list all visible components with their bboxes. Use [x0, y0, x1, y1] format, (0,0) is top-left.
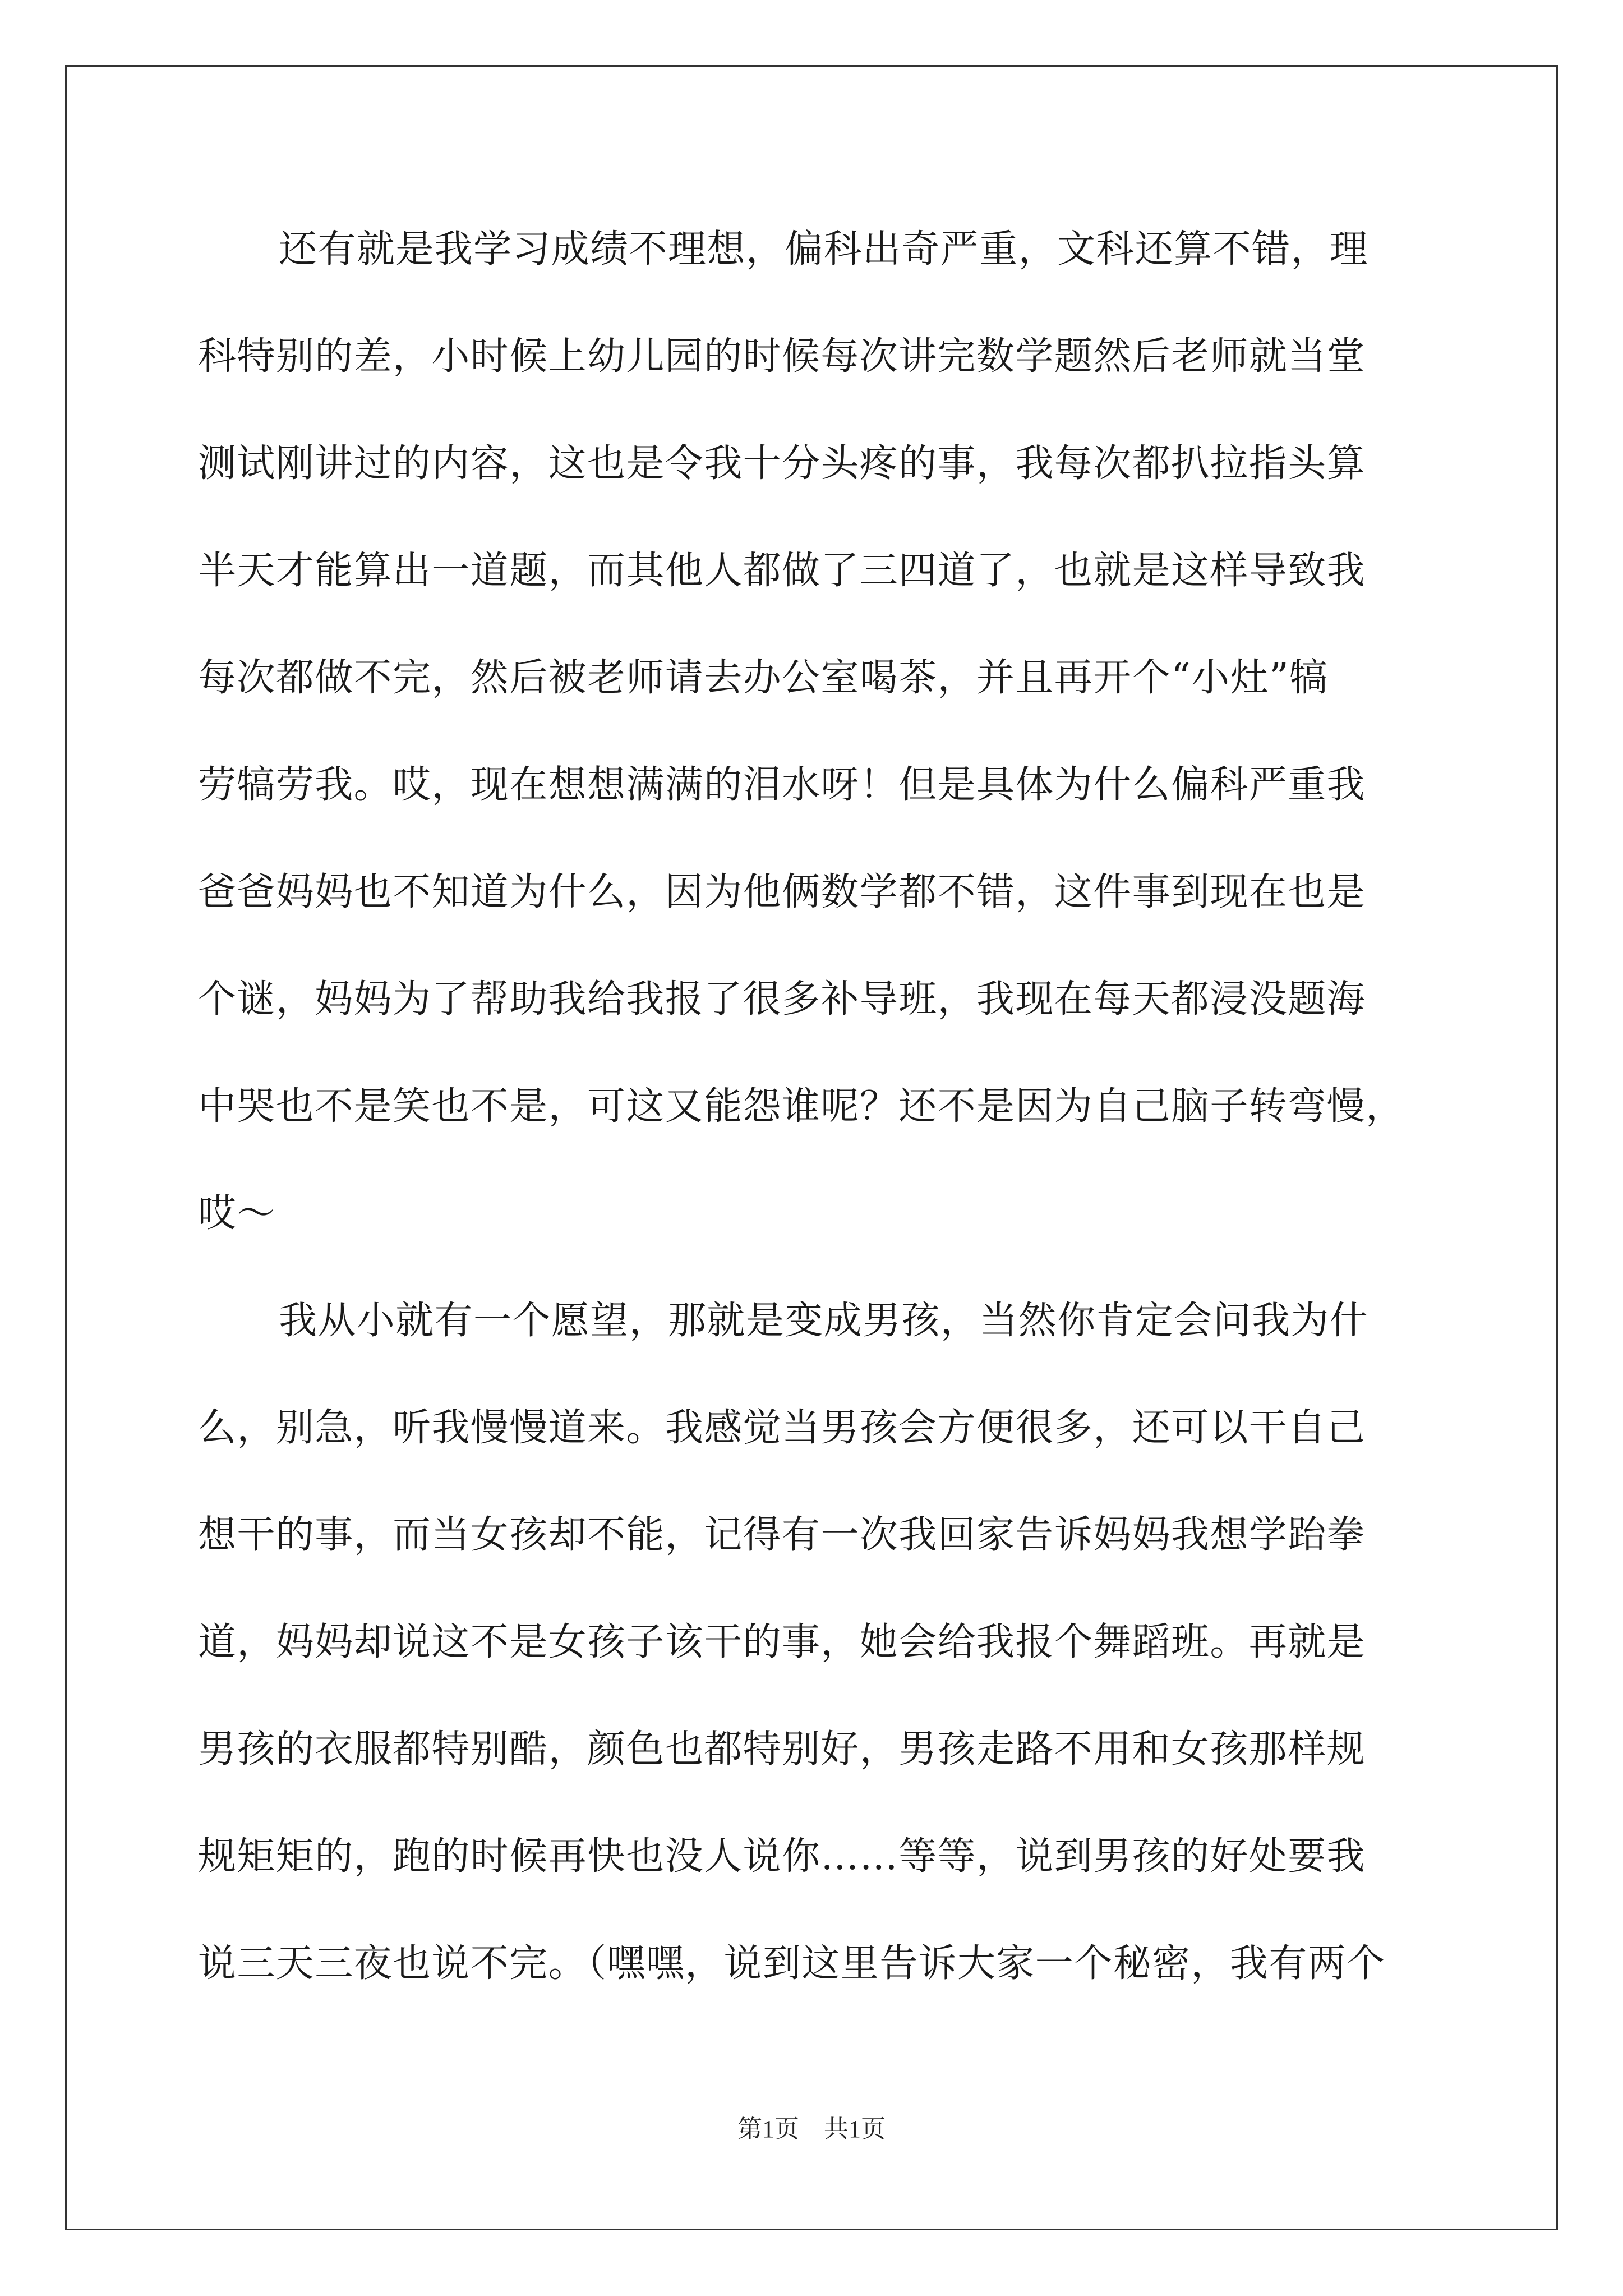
paragraph-1-line-6: 劳犒劳我。哎，现在想想满满的泪水呀！但是具体为什么偏科严重我 [198, 763, 1366, 807]
paragraph-2-line-4: 道，妈妈却说这不是女孩子该干的事，她会给我报个舞蹈班。再就是 [198, 1620, 1366, 1664]
page-number-footer: 第1页 共1页 [737, 2115, 886, 2143]
paragraph-2-line-7: 说三天三夜也说不完。（嘿嘿，说到这里告诉大家一个秘密，我有两个 [198, 1941, 1386, 1986]
paragraph-1-line-9: 中哭也不是笑也不是，可这又能怨谁呢？还不是因为自己脑子转弯慢， [198, 1084, 1405, 1129]
paragraph-1-line-3: 测试刚讲过的内容，这也是令我十分头疼的事，我每次都扒拉指头算 [198, 441, 1366, 486]
paragraph-1-line-2: 科特别的差，小时候上幼儿园的时候每次讲完数学题然后老师就当堂 [198, 334, 1366, 379]
paragraph-1-line-8: 个谜，妈妈为了帮助我给我报了很多补导班，我现在每天都浸没题海 [198, 977, 1366, 1022]
paragraph-2-line-3: 想干的事，而当女孩却不能，记得有一次我回家告诉妈妈我想学跆拳 [198, 1513, 1366, 1557]
paragraph-2-line-5: 男孩的衣服都特别酷，颜色也都特别好，男孩走路不用和女孩那样规 [198, 1727, 1366, 1772]
paragraph-2-line-2: 么，别急，听我慢慢道来。我感觉当男孩会方便很多，还可以干自己 [198, 1406, 1366, 1450]
page-border [65, 65, 1558, 2230]
paragraph-1-line-7: 爸爸妈妈也不知道为什么，因为他俩数学都不错，这件事到现在也是 [198, 870, 1366, 914]
paragraph-1-line-5: 每次都做不完，然后被老师请去办公室喝茶，并且再开个“小灶”犒 [198, 656, 1329, 700]
paragraph-2-line-1: 我从小就有一个愿望，那就是变成男孩，当然你肯定会问我为什 [279, 1299, 1369, 1343]
paragraph-1-line-10: 哎～ [198, 1191, 276, 1236]
paragraph-1-line-4: 半天才能算出一道题，而其他人都做了三四道了，也就是这样导致我 [198, 549, 1366, 593]
paragraph-2-line-6: 规矩矩的，跑的时候再快也没人说你……等等，说到男孩的好处要我 [198, 1834, 1366, 1879]
paragraph-1-line-1: 还有就是我学习成绩不理想，偏科出奇严重，文科还算不错，理 [279, 227, 1369, 272]
